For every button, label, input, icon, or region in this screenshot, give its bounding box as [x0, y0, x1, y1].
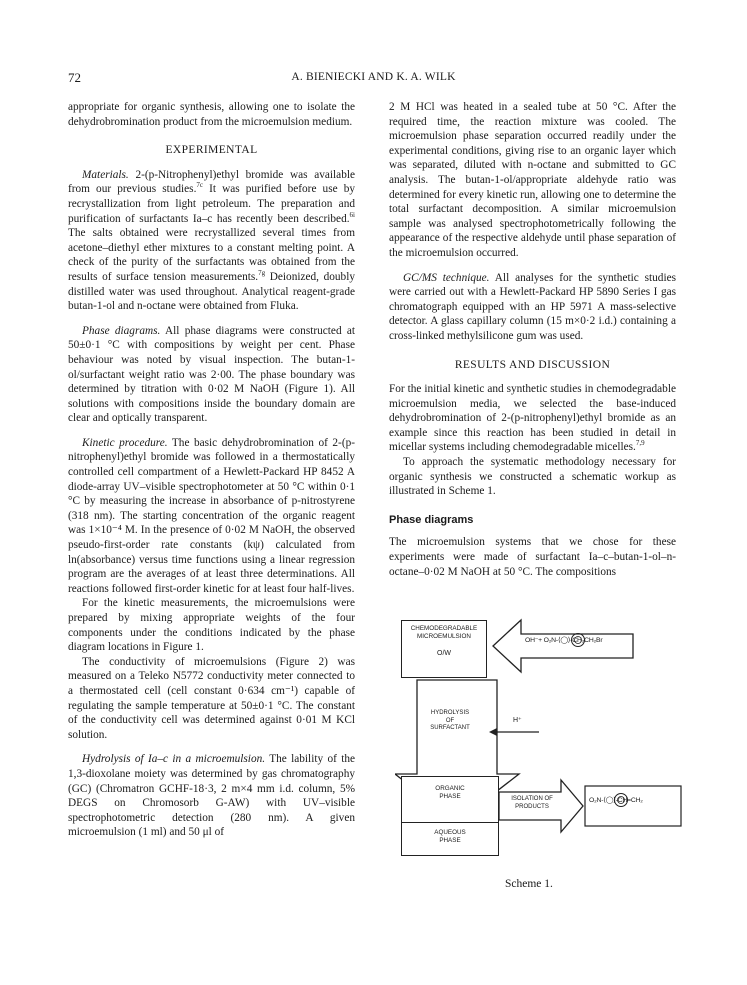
box1-line1: CHEMODEGRADABLE [410, 625, 478, 632]
product-label: O₂N-⟨◯⟩-CH=CH₂ [589, 797, 643, 804]
product-box [585, 786, 681, 826]
hydrolysis-title: Hydrolysis of Ia–c in a microemulsion. [82, 753, 266, 766]
isolation-line1: ISOLATION OF [511, 796, 553, 802]
reagent-arrow [493, 620, 633, 672]
isolation-line2: PRODUCTS [515, 803, 549, 810]
hcl-paragraph: 2 M HCl was heated in a sealed tube at 50 °C. After the required time, the reaction mixture was cooled. The microemulsion phase separation occurred readily under the experimental conditions, giving rise to an organic layer which was separated, diluted with n-octane and submitted to GC analysis. The butan-1-ol/appropriate aldehyde ratio was determined for every kinetic run, allowing one to determine the total surfactant decomposition. A similar microemulsion sample was analysed spectrophotometrically following the appearance of the respective aldehyde until phase separation of the microemulsion occurred. [389, 101, 676, 259]
materials-text-d: Deionized, doubly distilled water was used throughout. Analytical reagent-grade butan-1-ol and n-octane were obtained from Fluka. [68, 270, 355, 313]
results-paragraph-1 [389, 382, 676, 455]
right-column [389, 100, 676, 579]
box1-line2: MICROEMULSION [417, 632, 471, 640]
ref-7-9: 7,9 [635, 439, 645, 448]
hydrolysis-text: The lability of the 1,3-dioxolane moiety was determined by gas chromatography (GC) (Chromatron GCHF-18·3, 2 m×4 mm i.d. column, 5% DEGS on Chromosorb G-AW) with UV–visible spectrophotometric detection (280 nm). A given microemulsion (1 ml) and 50 μl of [68, 753, 356, 839]
gcms-text: All analyses for the synthetic studies were carried out with a Hewlett-Packard HP 5890 Series I gas chromatograph equipped with an HP 5971 A mass-selective detector. A glass capillary column (15 m×0·2 i.d.) containing a cross-linked methylsilicone gum was used. [389, 271, 677, 342]
results-heading: RESULTS AND DISCUSSION [454, 358, 611, 371]
phase-diagrams-body: The microemulsion systems that we chose for these experiments were made of surfactant Ia–c–butan-1-ol–n-octane–0·02 M NaOH at 50 °C. The compositions [389, 536, 676, 578]
materials-text-a: 2-(p-Nitrophenyl)ethyl bromide was available from our previous studies. [68, 168, 355, 196]
phase-diagrams-title: Phase diagrams. [82, 324, 161, 337]
hydrolysis-line3: SURFACTANT [430, 725, 470, 731]
phase-diagrams-heading: Phase diagrams [389, 513, 474, 526]
box1-line3: O/W [437, 650, 451, 657]
gcms-paragraph [389, 271, 676, 344]
conductivity-paragraph: The conductivity of microemulsions (Figure 2) was measured on a Teleko N5772 conductivity meter connected to a thermostated cell (cell constant 0·634 cm⁻¹) capable of regulating the sample temperature at 50±0·1 °C. The constant of the conductivity cell was determined against 0·01 M KCl solution. [68, 655, 355, 741]
scheme-1-figure [395, 616, 685, 856]
results-text: For the initial kinetic and synthetic studies in chemodegradable microemulsion media, we selected the base-induced dehydrobromination of 2-(p-nitrophenyl)ethyl bromide as an example since this reaction has been studied in detail in micellar systems including chemodegradable micelles. [389, 383, 676, 454]
ref-7g: 7g [258, 269, 266, 278]
isolation-label [503, 796, 561, 811]
hydrolysis-line1: HYDROLYSIS [430, 710, 470, 716]
running-head: A. BIENIECKI AND K. A. WILK [291, 71, 456, 83]
left-column [68, 100, 355, 840]
scheme-caption: Scheme 1. [505, 878, 553, 890]
aqueous-line2: PHASE [439, 836, 461, 844]
materials-text-c: The salts obtained were recrystallized several times from acetone–diethyl ether mixtures to a constant melting point. A check of the purity of the surfactants was obtained from the results of surface tension measurements. [68, 227, 355, 283]
organic-line1: ORGANIC [435, 785, 465, 792]
intro-paragraph: appropriate for organic synthesis, allowing one to isolate the dehydrobromination product from the microemulsion medium. [68, 101, 355, 128]
materials-paragraph [68, 168, 355, 314]
microemulsion-box [401, 620, 487, 678]
hydrolysis-label [419, 710, 481, 733]
hplus-label: H⁺ [513, 717, 522, 724]
aqueous-phase-box [401, 822, 499, 856]
hydrolysis-paragraph [68, 752, 355, 840]
hydrolysis-line2: OF [445, 717, 455, 724]
kinetic-text: The basic dehydrobromination of 2-(p-nitrophenyl)ethyl bromide was followed in a thermostatically controlled cell compartment of a Hewlett-Packard HP 8452 A diode-array UV–visible spectrophotometer at 50 °C within 0·1 °C by measuring the increase in absorbance of p-nitrostyrene (318 nm). The starting concentration of the organic reagent was 1×10⁻⁴ M. In the presence of 0·02 M NaOH, the observed pseudo-first-order rate constants (kψ) calculated from ln(absorbance) versus time functions using a linear regression program are the averages of at least three determinations. All reactions followed first-order kinetic for at least four half-lives. [68, 436, 355, 595]
ref-7c: 7c [196, 181, 204, 190]
kinetic-paragraph-2: For the kinetic measurements, the microemulsions were prepared by mixing appropriate weights of the four components under the conditions indicated by the phase diagram locations in Figure 1. [68, 597, 355, 654]
kinetic-title: Kinetic procedure. [82, 436, 168, 449]
ref-6i: 6i [349, 210, 355, 219]
experimental-heading: EXPERIMENTAL [165, 144, 258, 157]
page-number: 72 [68, 70, 81, 85]
aqueous-line1: AQUEOUS [434, 829, 466, 836]
materials-title: Materials. [82, 168, 129, 181]
organic-line2: PHASE [439, 792, 461, 800]
materials-text-b: It was purified before use by recrystallization from light petroleum. The preparation and purification of surfactants Ia–c has recently been described. [68, 183, 355, 225]
organic-phase-box [401, 776, 499, 824]
kinetic-paragraph [68, 436, 355, 597]
results-paragraph-2: To approach the systematic methodology necessary for organic synthesis we constructed a schematic workup as illustrated in Scheme 1. [389, 456, 676, 498]
gcms-title: GC/MS technique. [403, 271, 490, 284]
reagent-label: OH⁻+ O₂N-⟨◯⟩-CH₂CH₂Br [525, 637, 603, 644]
phase-diagrams-paragraph [68, 324, 355, 426]
phase-diagrams-text: All phase diagrams were constructed at 50±0·1 °C with compositions by weight per cent. Phase behaviour was noted by visual inspection. The butan-1-ol/surfactant weight ratio was 2·00. The phase boundary was determined by titration with 0·02 M NaOH (Figure 1). All solutions with compositions inside the boundary domain are clear and optically transparent. [68, 324, 355, 425]
